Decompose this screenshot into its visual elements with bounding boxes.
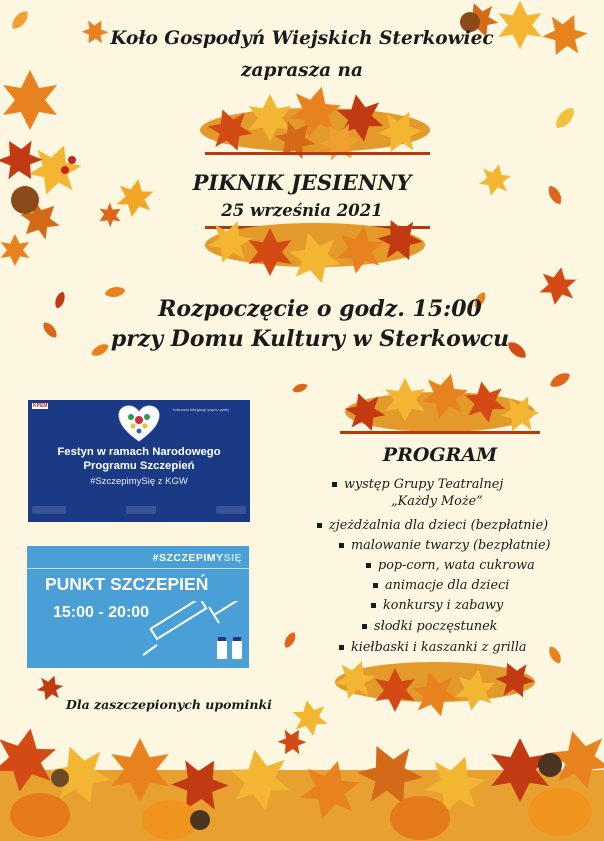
leaf-wreath-program bbox=[340, 368, 544, 438]
bullet-icon bbox=[366, 563, 371, 568]
event-date: 25 września 2021 bbox=[221, 201, 383, 220]
program-item-text: pop-corn, wata cukrowa bbox=[378, 558, 535, 573]
festyn-hashtag: #SzczepimySię z KGW bbox=[90, 476, 188, 487]
program-item bbox=[373, 578, 509, 593]
bullet-icon bbox=[339, 543, 344, 548]
program-item bbox=[339, 640, 527, 655]
leaf-wreath-middle bbox=[204, 212, 430, 289]
program-item-text: występ Grupy Teatralnej bbox=[344, 477, 504, 492]
bullet-icon bbox=[332, 482, 337, 487]
bullet-icon bbox=[339, 645, 344, 650]
heart-folk-icon bbox=[117, 404, 161, 444]
start-time-line: Rozpoczęcie o godz. 15:00 bbox=[158, 296, 482, 322]
hashtag-part-2: SIĘ bbox=[223, 552, 242, 564]
program-item-text: „Każdy Może” bbox=[391, 494, 483, 509]
vaccination-point-title: PUNKT SZCZEPIEŃ bbox=[45, 574, 209, 594]
partner-logo-1 bbox=[32, 506, 66, 514]
program-item bbox=[339, 538, 551, 553]
partner-logo-3 bbox=[216, 506, 246, 514]
leaf-wreath-top bbox=[200, 81, 430, 169]
program-item-text: zjeżdżalnia dla dzieci (bezpłatnie) bbox=[329, 518, 549, 533]
bullet-icon bbox=[362, 624, 367, 629]
program-item-text: animacje dla dzieci bbox=[385, 578, 510, 593]
venue-line: przy Domu Kultury w Sterkowcu bbox=[110, 326, 510, 352]
program-heading: PROGRAM bbox=[382, 444, 498, 466]
leaf-wreath-bottom bbox=[331, 655, 538, 722]
kpek-logo: KPEM bbox=[33, 403, 48, 409]
bullet-icon bbox=[373, 583, 378, 588]
gift-note: Dla zaszczepionych upominki bbox=[66, 697, 272, 712]
szczepimy-hashtag bbox=[153, 552, 242, 564]
vaccination-point-banner bbox=[27, 546, 249, 668]
organizer-name: Koło Gospodyń Wiejskich Sterkowiec bbox=[110, 28, 494, 49]
festyn-top-small-text: Łokunow integracji ywynu ywiej bbox=[173, 407, 229, 412]
program-item-text: kiełbaski i kaszanki z grilla bbox=[351, 640, 527, 655]
bullet-icon bbox=[317, 523, 322, 528]
syringe-icon bbox=[137, 601, 249, 663]
program-item-text: malowanie twarzy (bezpłatnie) bbox=[351, 538, 551, 553]
program-item bbox=[366, 558, 535, 573]
festyn-banner bbox=[28, 400, 250, 522]
program-item bbox=[332, 477, 503, 492]
festyn-title-line-1: Festyn w ramach Narodowego bbox=[57, 446, 221, 458]
program-item-continuation bbox=[391, 494, 483, 509]
invites-text: zaprasza na bbox=[241, 60, 363, 81]
partner-logos bbox=[32, 502, 246, 518]
festyn-title-line-2: Programu Szczepień bbox=[83, 460, 195, 472]
partner-logo-2 bbox=[126, 506, 156, 514]
hashtag-part-1: #SZCZEPIMY bbox=[152, 552, 224, 564]
program-item bbox=[362, 619, 497, 634]
vaccination-hours: 15:00 - 20:00 bbox=[53, 604, 150, 621]
divider bbox=[27, 568, 249, 569]
program-item bbox=[317, 518, 548, 533]
program-item-text: słodki poczęstunek bbox=[374, 619, 498, 634]
event-title: PIKNIK JESIENNY bbox=[192, 170, 412, 195]
program-item bbox=[371, 598, 503, 613]
program-item-text: konkursy i zabawy bbox=[383, 598, 504, 613]
bullet-icon bbox=[371, 603, 376, 608]
